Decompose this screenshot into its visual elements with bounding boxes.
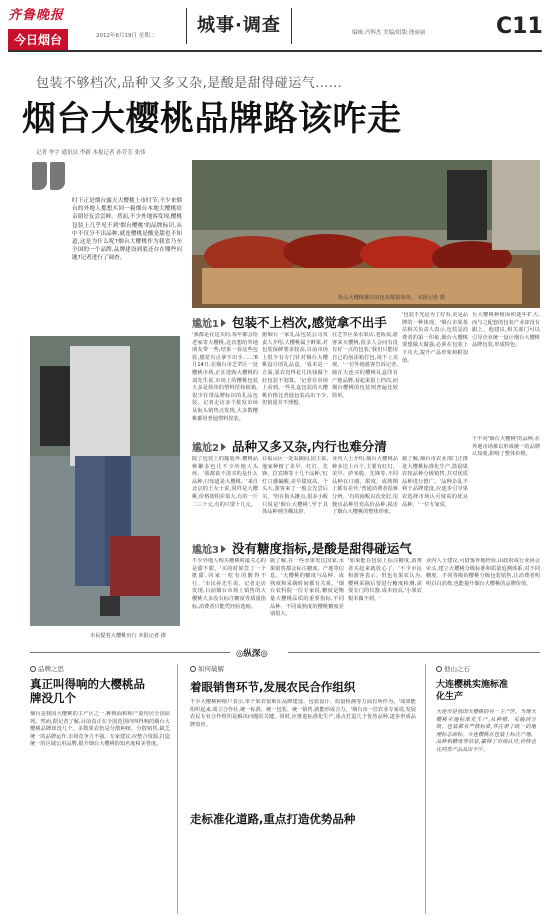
- circle-icon: [190, 666, 196, 672]
- review-right-box: [436, 664, 540, 914]
- section-3-col-2: 据了解,在一些水果发达国家,水果销售都会标注糖度、产地等信息。'大樱桃的糖度与品种、成熟度和采摘时间都有关系。'烟台农科院一位专家说,糖度是衡量大樱桃品质的重要指标,不同品种、不同成熟度的樱桃糖度差别很大。: [270, 558, 344, 618]
- section-1-col-3: 在芝罘区某水果店,老板说,游客来买樱桃,很多人会问有没有好一点的包装,'我们只能用自己的泡沫箱打包,谈不上美观。'一位外地游客告诉记者,她在大连买的樱桃礼盒印有产地品牌,看起来很上档次,而烟台樱桃的包装则普遍比较简单。: [332, 332, 398, 399]
- section-1-col-1: '我都是在这买的,每年都会给老家寄大樱桃,这次想给外地朋友带一些,结果一看这些包装,感觉有点拿不出手……'6月14日,在烟台市芝罘区一处樱桃市场,正在选购大樱桃的刘先生说,市场上的樱桃包装大多是简单的塑料筐和纸箱,很少有带品牌标识的礼品包装。记者走访多个批发市场及街头销售点发现,大多数樱桃都用普通塑料筐装。: [192, 332, 258, 422]
- section-1-title: 包装不上档次,感觉拿不出手: [231, 315, 387, 330]
- section-2-col-2: 在福山区一处采摘园,园主说,他家种植了美早、红灯、先锋、拉宾斯等十几个品种,'红灯口感偏酸,美早甜度高、个头大,游客来了一般会先尝后买。'但在街头摊点,很多小贩只说是'烟台大樱桃',至于具体品种则含糊其辞。: [262, 456, 328, 516]
- photo-left-caption: 市民提着大樱桃出行 本报记者 摄: [90, 633, 166, 639]
- newspaper-logo: [8, 4, 94, 48]
- circle-icon: [30, 666, 36, 672]
- photo-cherry-stall: [192, 160, 540, 308]
- review-right-tag: 他山之石: [436, 664, 540, 673]
- review-right-title: 大连樱桃实施标准化生产: [436, 680, 509, 702]
- review-middle-title-1: 着眼销售环节,发展农民合作组织: [190, 680, 356, 694]
- section-2-col-5: 个不同'烟台大樱桃'的品种,在外地市场难以形成统一的品牌认知度,影响了整体价格。: [472, 436, 540, 458]
- photo-woman-with-cherries: [30, 336, 180, 626]
- section-2-col-1: 除了包装上的尴尬外,樱桃品种繁多也让不少外地人头疼。'我都说不清买的是什么品种,只知道是大樱桃。'来自北京的王女士说,同样是大樱桃,价格却相差很大,有的一斤二三十元,有的只要十几元。: [192, 456, 258, 508]
- review-rule-right: [288, 652, 540, 653]
- section-3-heading: [192, 538, 412, 557]
- review-middle-body: 不少大樱桃种植户表示,单个果农很难在品牌建设、包装设计、质量检测等方面有所作为。'如果能组织起来,成立合作社,统一标准、统一包装、统一销售,就能形成合力。'烟台市一位农业专家说,发展农民专业合作组织是解决问题的关键。同时,应推进标准化生产,重点打造几个优势品种,逐步形成品牌效应。: [190, 699, 416, 728]
- section-2-col-4: 据了解,烟台市农业部门正推进大樱桃标准化生产,鼓励果农按品种分级销售,并对优质品种进行推广。'品种杂乱不利于品牌建设,应逐步引导果农选择市场认可度高的优良品种。'一位专家说。: [402, 456, 468, 508]
- editor-line: 编辑:冯辉杰 美编/组版:逄丽丽: [352, 30, 426, 36]
- circle-icon: [436, 666, 442, 672]
- lead-paragraph: 时下正是烟台露天大樱桃上市时节,不少来烟台的外地人都想买回一箱烟台本地大樱桃给亲朋好友尝尝鲜。然而,不少外地客发现,樱桃包装上几乎见不到'烟台樱桃'的品牌标识,从中不仅分不出品种,就连樱桃是酸是甜也不知道,这是为什么呢?烟台大樱桃作为我省乃至全国的一个品牌,品牌建设到底还存在哪些问题?记者进行了调查。: [72, 198, 182, 262]
- section-title: 城事·调查: [186, 8, 292, 44]
- section-3-col-3: '如果能在包装上标注糖度,消费者买起来就放心了。'不少市民和游客表示。但也有果农认为,樱桃采摘后要进行糖度检测,需要专门的仪器,成本较高,'小果农根本做不到。': [348, 558, 422, 602]
- arrow-icon: [221, 443, 226, 451]
- section-1-col-5: 台大樱桃种植面积逐年扩大,而与之配套的包装产业却没有跟上。他建议,相关部门可以引导企业统一设计烟台大樱桃品牌包装,形成特色。: [472, 312, 540, 349]
- review-left-tag: 品牌之思: [30, 664, 177, 673]
- section-1-col-2: 据烟台一家礼品包装公司负责人介绍,大樱桃属于鲜果,对包装保鲜要求较高,目前市场上很少有专门针对烟台大樱桃设计的礼品盒。'成本是一方面,果农觉得花几块钱做个好包装不划算。'记者在市场上看到,一些礼盒包装的大樱桃价格比普通包装高出不少,但销量并不理想。: [262, 332, 328, 407]
- subheadline: 包装不够档次,品种又多又杂,是酸是甜得碰运气……: [36, 76, 343, 91]
- section-1-heading: [192, 312, 387, 331]
- review-middle-title-2: 走标准化道路,重点打造优势品种: [190, 812, 356, 826]
- arrow-icon: [221, 545, 226, 553]
- edition-badge: 今日烟台: [8, 29, 68, 50]
- section-3-col-1: 不少外地人购买樱桃时最关心的是甜不甜。'买的时候尝了一个挺甜,回家一吃有的酸得不行。'市民孙先生说。记者走访发现,目前烟台市场上销售的大樱桃大多没有标注糖度等质量指标,消费者只能凭经验选购。: [192, 558, 266, 610]
- section-1-col-4: '包装不光是为了好看,更是品牌的一种体现。'烟台市果茶站相关负责人表示,包装是消费者的第一印象,烟台大樱桃要想做大做强,必须在包装上下功夫,提升产品形象和附加值。: [402, 312, 468, 364]
- review-left-box: [30, 664, 178, 914]
- headline: 烟台大樱桃品牌路该咋走: [22, 99, 402, 139]
- masthead-rule: [8, 50, 542, 52]
- review-right-body: 大连市是我国大樱桃的另一主产区。当地大樱桃实施标准化生产,从种植、采摘到分级、包装都有严格标准,并注册了统一的地理标志商标。大连樱桃在包装上标注产地、品种和糖度等信息,赢得了市场认可,价格也比同类产品高出不少。: [436, 709, 536, 753]
- review-left-body: 烟台是我国大樱桃的主产区之一,种植面积和产量均居全国前列。然而,据记者了解,目前真正在全国范围内叫得响的烟台大樱桃品牌却没几个。多数果农仍是分散种植、分散销售,缺乏统一的品牌运作,市场竞争力不强。专家建议,应整合资源,打造统一的区域公用品牌,提升烟台大樱桃的知名度和美誉度。: [30, 711, 170, 748]
- section-2-title: 品种又多又杂,内行也难分清: [231, 439, 387, 454]
- review-middle-box: [190, 664, 426, 914]
- review-rule-left: [30, 652, 230, 653]
- logo-name: 齐鲁晚报: [8, 8, 65, 23]
- page-number: C11: [496, 14, 543, 39]
- section-3-num: 尴尬3: [192, 545, 219, 556]
- photo-top-caption: 街头大樱桃摊位的包装都很简单。 本报记者 摄: [338, 295, 446, 301]
- section-2-num: 尴尬2: [192, 443, 219, 454]
- section-1-num: 尴尬1: [192, 319, 219, 330]
- date-line: 2012年6月19日 星期二: [96, 33, 156, 39]
- section-3-col-4: 业内人士建议,可借鉴外地经验,由政府或行业协会牵头,建立大樱桃分级标准和质量追溯体系,对不同糖度、不同等级的樱桃分级包装销售,让消费者明明白白消费,也能提升烟台大樱桃的品牌价值。: [426, 558, 540, 587]
- review-left-title: 真正叫得响的大樱桃品牌没几个: [30, 677, 145, 705]
- section-3-title: 没有糖度指标,是酸是甜得碰运气: [231, 541, 412, 556]
- section-2-col-3: 业内人士介绍,烟台大樱桃品种多达上百个,主要有红灯、美早、萨米脱、先锋等,不同品种在口感、甜度、成熟期上都有差异,'普通消费者很难分辨。'有的商贩以次充好,用便宜品种冒充高价品种,损害了烟台大樱桃的整体形象。: [332, 456, 398, 516]
- byline: 记者 李宇 通讯员 李新 本报记者 孙芳芳 张伟: [36, 150, 146, 156]
- section-2-heading: [192, 436, 387, 455]
- review-middle-tag: 如何破解: [190, 664, 425, 673]
- review-label: ◎纵深◎: [236, 649, 268, 659]
- quote-mark-icon: [32, 162, 68, 202]
- arrow-icon: [221, 319, 226, 327]
